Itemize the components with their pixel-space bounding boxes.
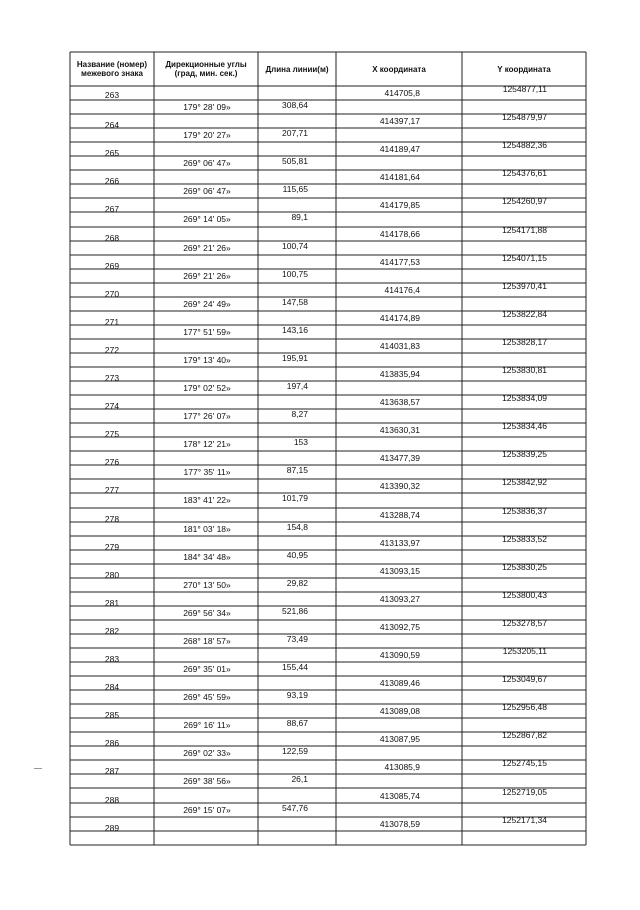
line-length-cell: 26,1 [291, 774, 308, 785]
x-coordinate-cell: 414397,17 [379, 116, 420, 127]
point-name-cell: 286 [104, 738, 120, 749]
point-name-cell: 276 [104, 457, 120, 468]
line-length-cell: 153 [293, 437, 308, 448]
x-coordinate-cell: 414178,66 [379, 228, 420, 239]
y-coordinate-cell: 1252719,05 [502, 786, 547, 797]
line-length-cell: 122,59 [282, 746, 308, 757]
line-length-cell: 143,16 [282, 324, 308, 335]
line-length-cell: 155,44 [282, 662, 308, 673]
y-coordinate-cell: 1254879,97 [502, 112, 547, 123]
direction-angle-cell: 269° 14' 05» [183, 214, 231, 225]
y-coordinate-cell: 1253049,67 [502, 674, 547, 685]
direction-angle-cell: 269° 21' 26» [183, 270, 231, 281]
x-coordinate-cell: 414174,89 [379, 312, 420, 323]
point-name-cell: 283 [104, 654, 120, 664]
direction-angle-cell: 179° 02' 52» [183, 383, 231, 394]
line-length-cell: 147,58 [282, 296, 308, 307]
direction-angle-cell: 270° 13' 50» [183, 579, 231, 590]
point-name-cell: 263 [104, 90, 120, 100]
x-coordinate-cell: 413087,95 [379, 734, 420, 745]
line-length-cell: 29,82 [286, 577, 308, 588]
x-coordinate-cell: 413477,39 [379, 453, 420, 464]
line-length-cell: 308,64 [282, 100, 308, 111]
line-length-cell: 89,1 [291, 212, 308, 223]
direction-angle-cell: 269° 45' 59» [183, 692, 231, 703]
x-coordinate-cell: 413092,75 [379, 621, 420, 632]
y-coordinate-cell: 1253830,25 [502, 561, 547, 572]
point-name-cell: 287 [104, 766, 120, 777]
direction-angle-cell: 269° 24' 49» [183, 298, 231, 309]
direction-angle-cell: 177° 26' 07» [183, 411, 231, 422]
y-coordinate-cell: 1252867,82 [502, 730, 547, 741]
y-coordinate-cell: 1253834,09 [502, 393, 547, 404]
direction-angle-cell: 269° 06' 47» [183, 186, 231, 197]
point-name-cell: 274 [104, 401, 120, 412]
point-name-cell: 288 [104, 794, 120, 805]
x-coordinate-cell: 414189,47 [379, 144, 420, 155]
x-coordinate-cell: 413078,59 [379, 818, 420, 829]
direction-angle-cell: 181° 03' 18» [183, 523, 231, 534]
line-length-cell: 197,4 [286, 381, 308, 392]
point-name-cell: 269 [104, 260, 120, 271]
direction-angle-cell: 179° 28' 09» [183, 102, 231, 113]
point-name-cell: 267 [104, 204, 120, 215]
line-length-cell: 505,81 [282, 156, 308, 167]
direction-angle-cell: 269° 02' 33» [183, 748, 231, 759]
y-coordinate-cell: 1253842,92 [502, 477, 547, 488]
x-coordinate-cell: 413630,31 [379, 425, 420, 436]
y-coordinate-cell: 1254071,15 [502, 252, 547, 263]
point-name-cell: 279 [104, 541, 120, 552]
line-length-cell: 100,74 [282, 240, 308, 251]
line-length-cell: 73,49 [286, 633, 308, 644]
y-coordinate-cell: 1252745,15 [502, 758, 547, 769]
x-coordinate-cell: 413090,59 [379, 650, 420, 660]
line-length-cell: 195,91 [282, 352, 308, 363]
direction-angle-cell: 179° 13' 40» [183, 354, 231, 365]
line-length-cell: 93,19 [286, 690, 308, 701]
header-direction-angle: Дирекционные углы (град, мин. сек.) [165, 60, 247, 78]
x-coordinate-cell: 413089,46 [379, 678, 420, 689]
line-length-cell: 547,76 [282, 802, 308, 813]
scan-artifact [34, 768, 42, 769]
x-coordinate-cell: 414705,8 [384, 88, 420, 98]
x-coordinate-cell: 413390,32 [379, 481, 420, 492]
x-coordinate-cell: 413085,74 [379, 790, 420, 801]
line-length-cell: 521,86 [282, 605, 308, 616]
point-name-cell: 278 [104, 513, 120, 524]
y-coordinate-cell: 1253822,84 [502, 308, 547, 319]
y-coordinate-cell: 1254877,11 [502, 84, 547, 94]
y-coordinate-cell: 1253834,46 [502, 421, 547, 432]
line-length-cell: 8,27 [291, 409, 308, 420]
y-coordinate-cell: 1253278,57 [502, 617, 547, 628]
y-coordinate-cell: 1254171,88 [502, 224, 547, 235]
line-length-cell: 87,15 [286, 465, 308, 476]
x-coordinate-cell: 413638,57 [379, 397, 420, 408]
point-name-cell: 281 [104, 597, 120, 608]
point-name-cell: 268 [104, 232, 120, 243]
y-coordinate-cell: 1253205,11 [502, 646, 547, 656]
direction-angle-cell: 268° 18' 57» [183, 635, 231, 646]
direction-angle-cell: 269° 15' 07» [183, 804, 231, 815]
y-coordinate-cell: 1253830,81 [502, 365, 547, 375]
direction-angle-cell: 177° 51' 59» [183, 326, 231, 337]
header-x-coordinate: X координата [372, 64, 426, 74]
x-coordinate-cell: 414177,53 [379, 256, 420, 267]
y-coordinate-cell: 1254260,97 [502, 196, 547, 207]
x-coordinate-cell: 414176,4 [384, 284, 420, 295]
y-coordinate-cell: 1253833,52 [502, 533, 547, 544]
direction-angle-cell: 178° 12' 21» [183, 439, 231, 450]
point-name-cell: 280 [104, 569, 120, 580]
point-name-cell: 289 [104, 822, 120, 833]
direction-angle-cell: 269° 35' 01» [183, 664, 231, 675]
direction-angle-cell: 269° 21' 26» [183, 242, 231, 253]
direction-angle-cell: 183° 41' 22» [183, 495, 231, 506]
line-length-cell: 100,75 [282, 268, 308, 279]
line-length-cell: 40,95 [286, 549, 308, 560]
direction-angle-cell: 269° 38' 56» [183, 776, 231, 787]
header-line-length: Длина линии(м) [265, 64, 329, 74]
header-y-coordinate: Y координата [497, 64, 551, 74]
line-length-cell: 115,65 [282, 184, 308, 195]
point-name-cell: 270 [104, 288, 120, 299]
direction-angle-cell: 269° 56' 34» [183, 607, 231, 618]
direction-angle-cell: 269° 06' 47» [183, 158, 231, 169]
y-coordinate-cell: 1252171,34 [502, 814, 547, 825]
point-name-cell: 266 [104, 176, 120, 187]
point-name-cell: 272 [104, 344, 120, 355]
x-coordinate-cell: 414031,83 [379, 340, 420, 351]
x-coordinate-cell: 413288,74 [379, 509, 420, 520]
point-name-cell: 285 [104, 710, 120, 721]
y-coordinate-cell: 1254376,61 [502, 168, 547, 179]
header-point-name: Название (номер) межевого знака [76, 60, 148, 78]
line-length-cell: 88,67 [286, 718, 308, 729]
line-length-cell: 101,79 [282, 493, 308, 504]
x-coordinate-cell: 413093,15 [379, 565, 420, 576]
direction-angle-cell: 177° 35' 11» [183, 467, 231, 478]
point-name-cell: 264 [104, 120, 120, 131]
x-coordinate-cell: 413133,97 [379, 537, 420, 548]
x-coordinate-cell: 413085,9 [384, 762, 420, 773]
point-name-cell: 277 [104, 485, 120, 496]
point-name-cell: 271 [104, 316, 120, 327]
direction-angle-cell: 269° 16' 11» [183, 720, 231, 731]
y-coordinate-cell: 1253836,37 [502, 505, 547, 516]
x-coordinate-cell: 413089,08 [379, 706, 420, 717]
x-coordinate-cell: 413093,27 [379, 593, 420, 604]
x-coordinate-cell: 413835,94 [379, 369, 420, 379]
x-coordinate-cell: 414181,64 [379, 172, 420, 183]
y-coordinate-cell: 1254882,36 [502, 140, 547, 151]
direction-angle-cell: 179° 20' 27» [183, 130, 231, 141]
line-length-cell: 207,71 [282, 128, 308, 139]
point-name-cell: 284 [104, 682, 120, 693]
direction-angle-cell: 184° 34' 48» [183, 551, 231, 562]
y-coordinate-cell: 1253828,17 [502, 336, 547, 347]
point-name-cell: 275 [104, 429, 120, 440]
point-name-cell: 273 [104, 373, 120, 383]
y-coordinate-cell: 1253839,25 [502, 449, 547, 460]
point-name-cell: 265 [104, 148, 120, 159]
line-length-cell: 154,8 [286, 521, 308, 532]
y-coordinate-cell: 1253970,41 [502, 280, 547, 291]
y-coordinate-cell: 1253800,43 [502, 589, 547, 600]
x-coordinate-cell: 414179,85 [379, 200, 420, 211]
point-name-cell: 282 [104, 625, 120, 636]
y-coordinate-cell: 1252956,48 [502, 702, 547, 713]
